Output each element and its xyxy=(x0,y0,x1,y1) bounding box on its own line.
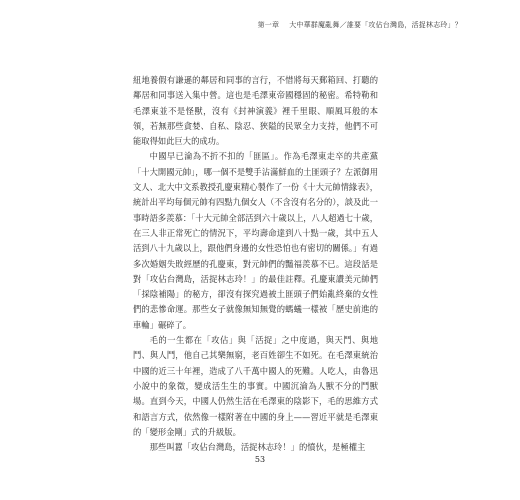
paragraph: 毛的一生都在「攻佔」與「活捉」之中度過，與天鬥、與地鬥、與人鬥，他自己其樂無窮，老百姓卻生不如死。在毛澤東統治中國的近三十年裡，造成了八千萬中國人的死難。人吃人，由魯迅小說中的象徵，變成活生生的事實。中國沉淪為人獸不分的鬥獸場。直到今天，中國人仍然生活在毛澤東的陰影下，毛的思維方式和語言方式，依然像一樣附著在中國的身上——習近平就是毛澤東的「變形金剛」式的升級版。 xyxy=(133,335,378,437)
body-text xyxy=(133,73,378,455)
section-title: 大中華群魔亂舞 xyxy=(289,21,340,29)
paragraph: 中國早已淪為不折不扣的「匪區」。作為毛澤東走卒的共產黨「十大開國元帥」，哪一個不是雙手沾滿鮮血的土匪頭子？左派御用文人、北大中文系教授孔慶東精心製作了一份《十大元帥情緣表》，統計出平均每個元帥有四點九個女人（不含沒有名分的），談及此一事時語多羨慕：「十大元帥全部活到六十歲以上，八人超過七十歲，在三人非正常死亡的情況下，平均壽命達到八十點一歲，其中五人活到八十九歲以上，跟他們身邊的女性恐怕也有密切的關係。」有過多次婚姻失敗經歷的孔慶東，對元帥們的豔福羨慕不已。這段話是對「攻佔台灣島，活捉林志玲！」的最佳註釋。孔慶東讚美元帥們「採陰補陽」的秘方，卻沒有探究過被土匪頭子們始亂終棄的女性們的悲慘命運。那些女子就像無知無覺的螞蟻一樣被「歷史前進的車輪」碾碎了。 xyxy=(133,151,378,330)
running-header xyxy=(258,20,462,30)
page-number: 53 xyxy=(254,455,266,464)
paragraph: 紐地養假有謙遜的鄰居和同事的言行，不惜將每天郵箱回、打聽的鄰居和同事送入集中營。這也是毛澤東帝國穩固的秘密。希特勒和毛澤東並不是怪獸，沒有《封神演義》裡千里眼、順風耳般的本領，若無那些貪婪、自私、陰忍、狹隘的民眾全力支持，他們不可能取得如此巨大的成功。 xyxy=(133,75,378,147)
paragraph: 那些叫囂「攻佔台灣島，活捉林志玲！」的憤伙，是極權主 xyxy=(149,442,366,453)
chapter-title: 誰要「攻佔台灣島，活捉林志玲」？ xyxy=(346,21,462,29)
chapter-label: 第一章 xyxy=(257,21,280,29)
header-divider: ／ xyxy=(339,21,347,29)
